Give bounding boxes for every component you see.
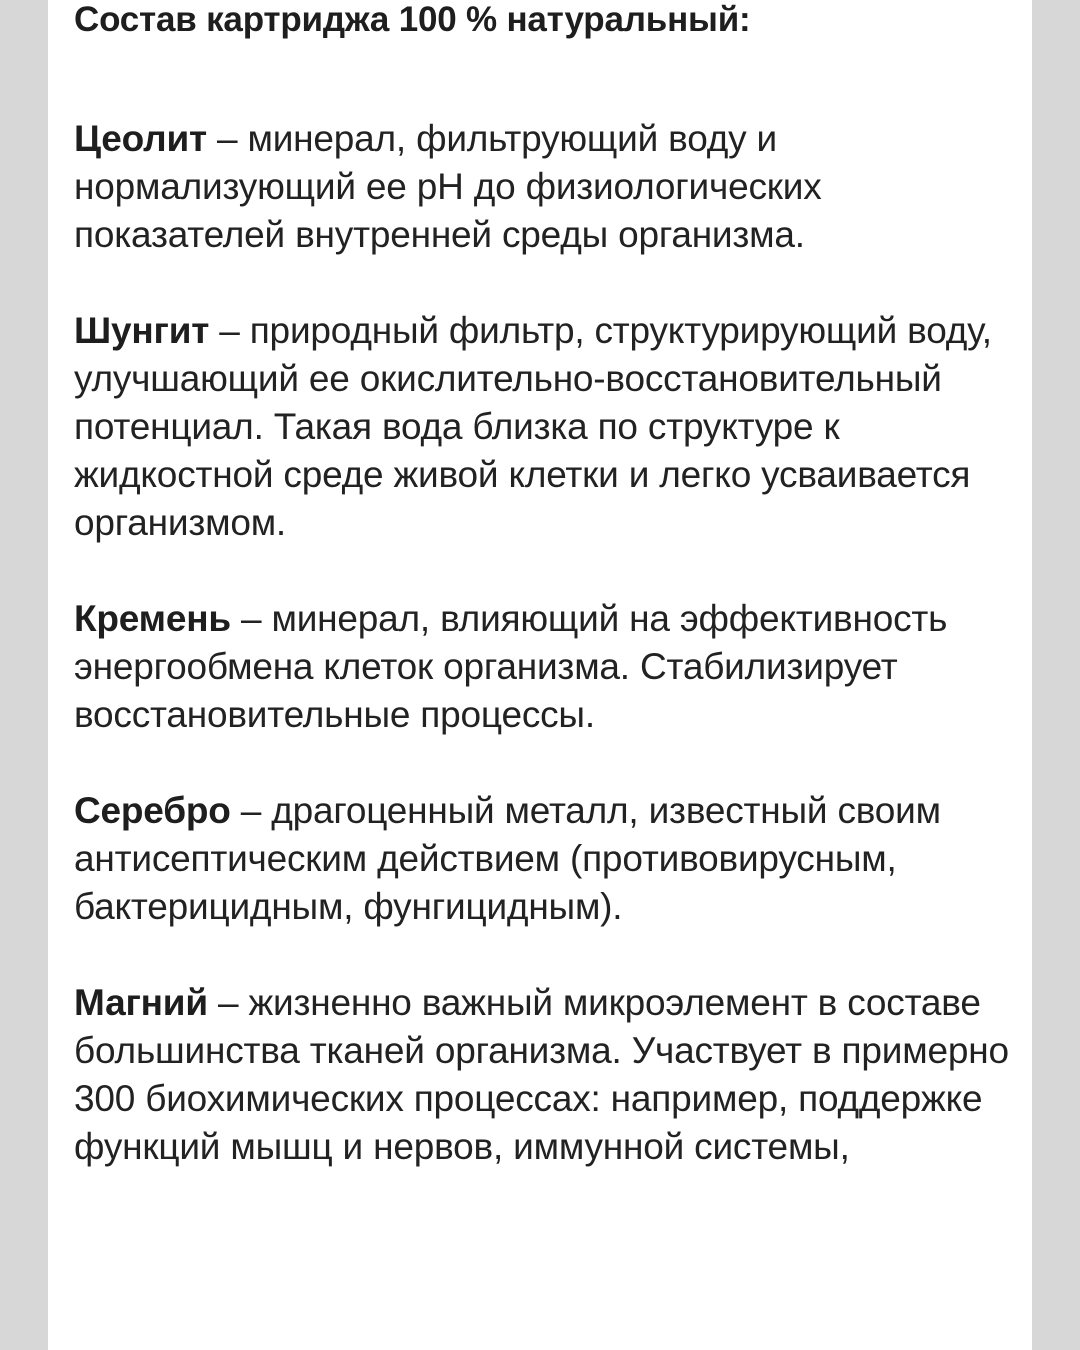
term-shungite: Шунгит [74, 310, 210, 351]
spacer [74, 40, 1014, 80]
term-zeolite: Цеолит [74, 118, 207, 159]
spacer [74, 739, 1014, 787]
description-flint: – минерал, влияющий на эффективность энергообмена клеток организма. Стабилизирует восстановительные процессы. [74, 598, 948, 735]
paragraph-zeolite [74, 115, 1014, 259]
spacer [74, 547, 1014, 595]
description-zeolite: – минерал, фильтрующий воду и нормализующий ее pH до физиологических показателей внутренней среды организма. [74, 118, 822, 255]
paragraph-magnesium [74, 979, 1014, 1171]
paragraph-silver [74, 787, 1014, 931]
term-silver: Серебро [74, 790, 231, 831]
document-page[interactable] [48, 0, 1032, 1350]
spacer [74, 931, 1014, 979]
paragraph-flint [74, 595, 1014, 739]
right-margin [1032, 0, 1080, 1350]
term-magnesium: Магний [74, 982, 208, 1023]
left-margin [0, 0, 48, 1350]
description-magnesium: – жизненно важный микроэлемент в составе большинства тканей организма. Участвует в примерно 300 биохимических процессах: например, поддержке функций мышц и нервов, иммунной системы, [74, 982, 1009, 1167]
paragraph-shungite [74, 307, 1014, 547]
description-shungite: – природный фильтр, структурирующий воду, улучшающий ее окислительно-восстановительный потенциал. Такая вода близка по структуре к жидкостной среде живой клетки и легко усваивается организмом. [74, 310, 992, 543]
document-content [74, 0, 1014, 1171]
spacer [74, 259, 1014, 307]
description-silver: – драгоценный металл, известный своим антисептическим действием (противовирусным, бактерицидным, фунгицидным). [74, 790, 941, 927]
term-flint: Кремень [74, 598, 231, 639]
page-title: Состав картриджа 100 % натуральный: [74, 0, 751, 39]
